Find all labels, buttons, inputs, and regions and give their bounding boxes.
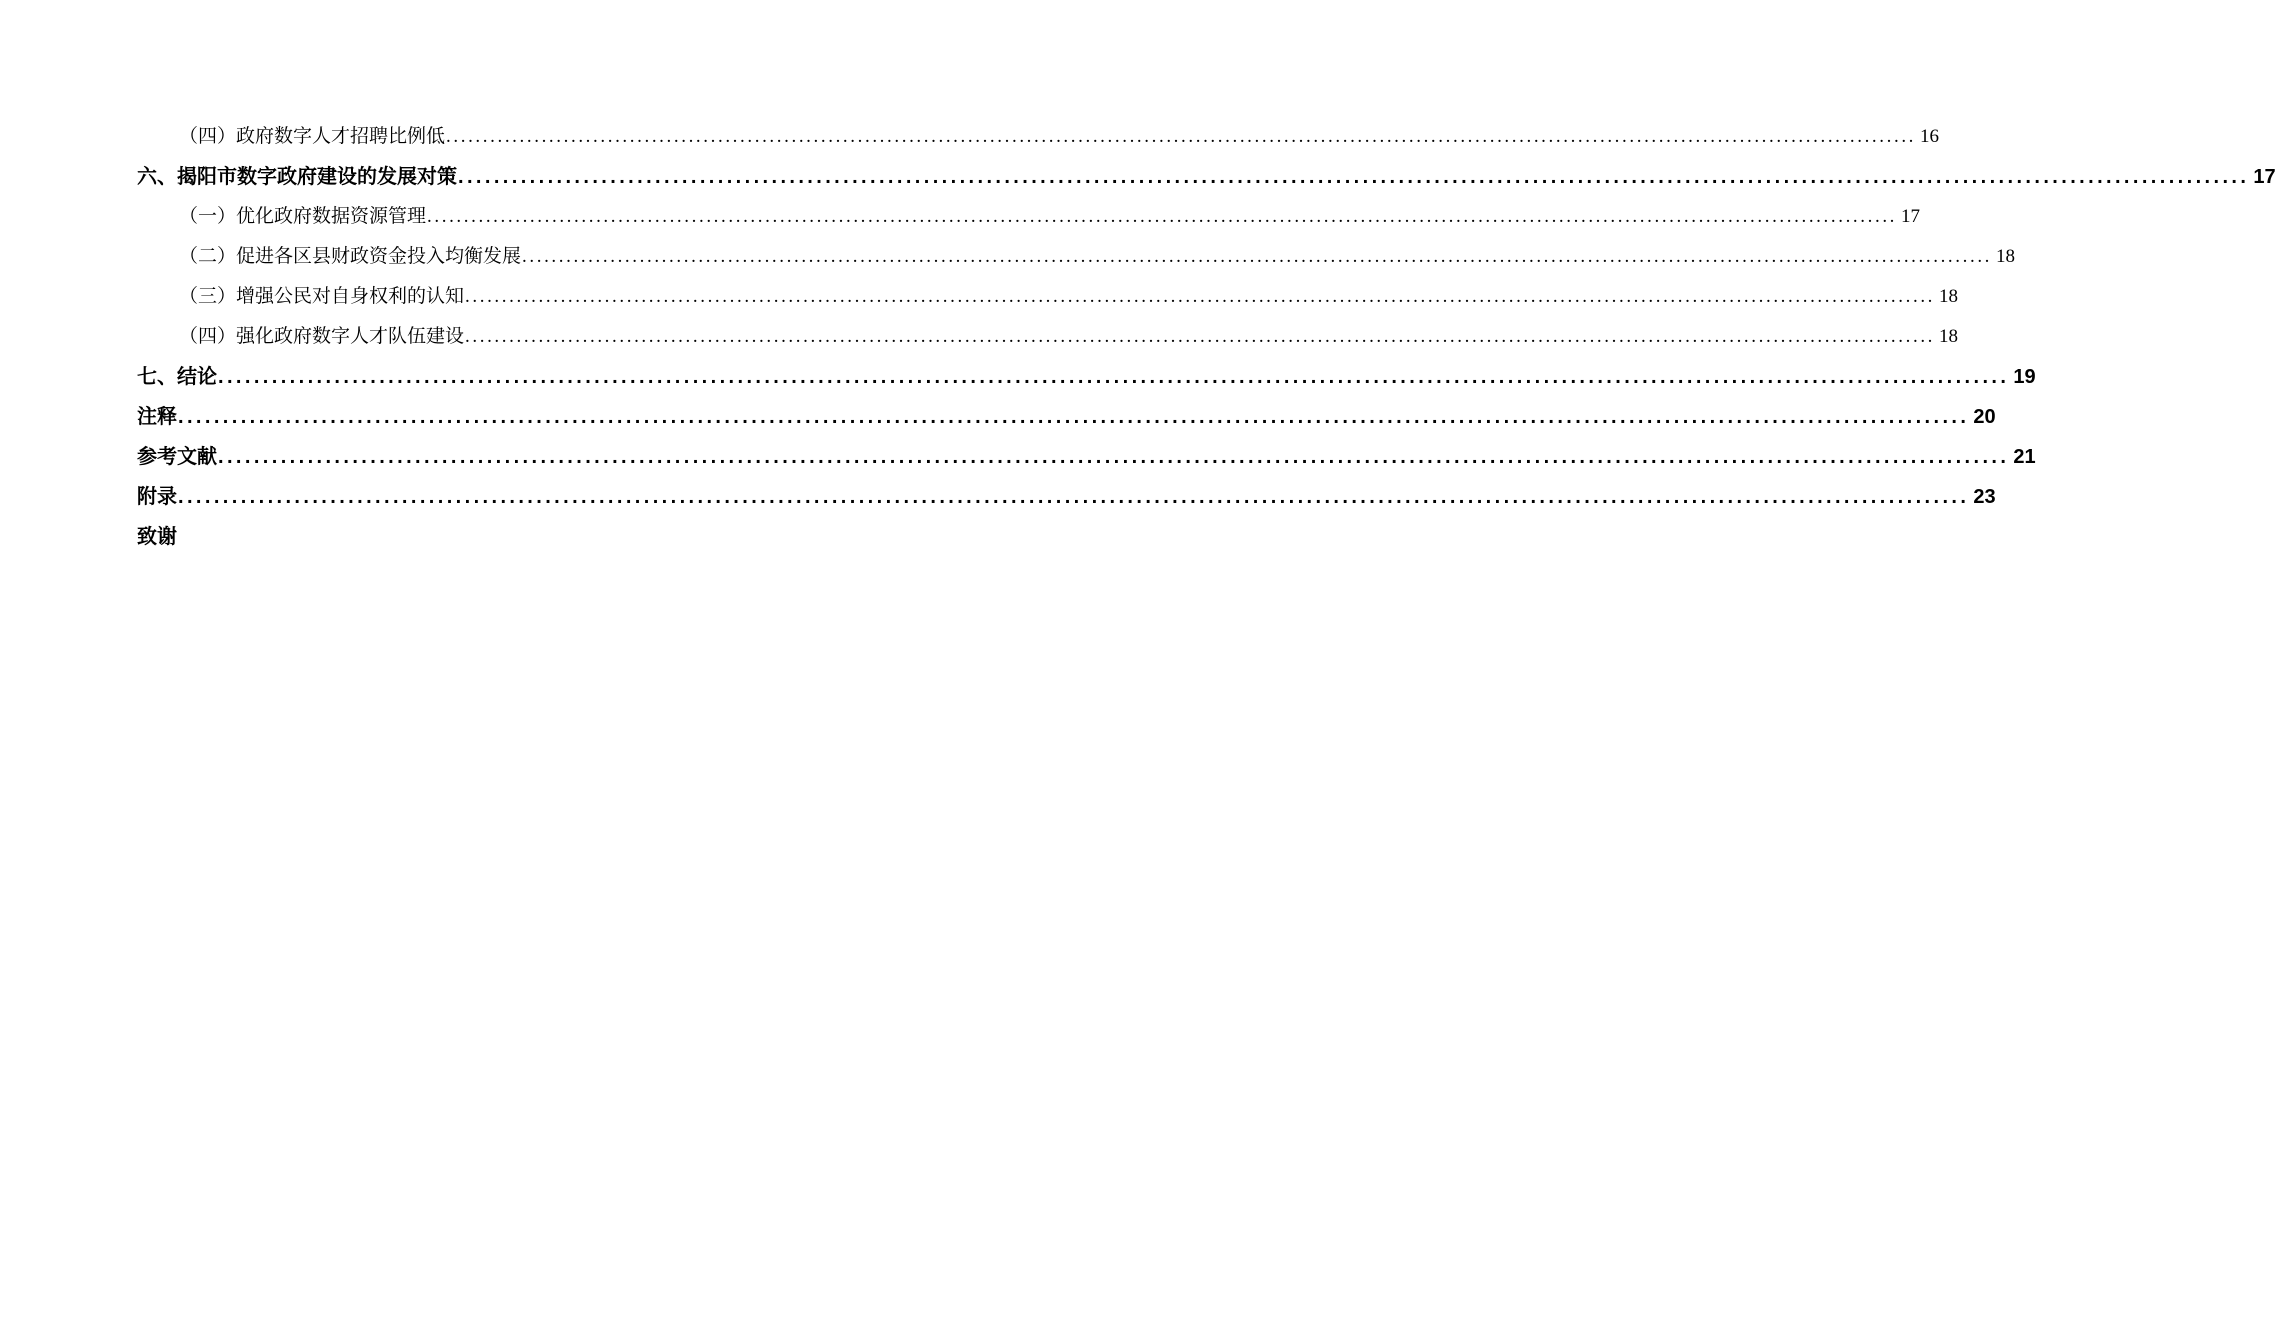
toc-entry-page-number: 23	[1973, 486, 1996, 508]
toc-entry-page-number: 20	[1973, 406, 1996, 428]
toc-entry[interactable]	[137, 436, 2036, 476]
table-of-contents	[137, 116, 2276, 556]
toc-entry-title: 参考文献	[137, 444, 217, 468]
toc-entry-title: （四）强化政府数字人才队伍建设	[179, 325, 465, 347]
toc-entry-page-number: 18	[1939, 326, 1959, 347]
toc-entry-title: 附录	[137, 484, 177, 508]
toc-entry-title: 七、结论	[137, 364, 217, 388]
toc-leader-dots: ........................................................................................................................................................................................................	[522, 246, 1993, 267]
toc-leader-dots: ........................................................................................................................................................................................................	[465, 326, 1936, 347]
toc-entry-page-number: 17	[1901, 206, 1921, 227]
toc-entry-title: （二）促进各区县财政资金投入均衡发展	[179, 245, 522, 267]
toc-entry[interactable]	[137, 276, 1959, 316]
toc-entry[interactable]	[137, 156, 2276, 196]
toc-entry-page-number: 16	[1920, 126, 1940, 147]
toc-leader-dots: ........................................................................................................................................................................................................	[218, 366, 2010, 388]
toc-entry-page-number: 17	[2253, 166, 2276, 188]
toc-leader-dots: ........................................................................................................................................................................................................	[178, 406, 1970, 428]
toc-entry[interactable]	[137, 516, 851, 556]
toc-entry-page-number: 18	[1939, 286, 1959, 307]
toc-entry[interactable]	[137, 356, 2036, 396]
toc-entry-page-number: 19	[2013, 366, 2036, 388]
toc-entry-title: （四）政府数字人才招聘比例低	[179, 125, 446, 147]
toc-leader-dots: ........................................................................................................................................................................................................	[446, 126, 1917, 147]
toc-entry-title: 注释	[137, 404, 177, 428]
toc-entry-title: 致谢	[137, 524, 177, 548]
toc-entry-page-number: 21	[2013, 446, 2036, 468]
toc-entry[interactable]	[137, 316, 1959, 356]
toc-leader-dots: ........................................................................................................................................................................................................	[218, 446, 2010, 468]
toc-entry[interactable]	[137, 396, 1996, 436]
toc-entry-page-number: 18	[1996, 246, 2016, 267]
toc-entry[interactable]	[137, 116, 1940, 156]
toc-leader-dots: ........................................................................................................................................................................................................	[178, 486, 1970, 508]
toc-leader-dots: ........................................................................................................................................................................................................	[465, 286, 1936, 307]
toc-leader-dots: ........................................................................................................................................................................................................	[427, 206, 1898, 227]
toc-entry[interactable]	[137, 196, 1921, 236]
toc-leader-dots: ........................................................................................................................................................................................................	[458, 166, 2250, 188]
toc-entry-title: （一）优化政府数据资源管理	[179, 205, 427, 227]
toc-entry[interactable]	[137, 476, 1996, 516]
toc-entry[interactable]	[137, 236, 2016, 276]
toc-entry-title: （三）增强公民对自身权利的认知	[179, 285, 465, 307]
toc-entry-title: 六、揭阳市数字政府建设的发展对策	[137, 164, 457, 188]
